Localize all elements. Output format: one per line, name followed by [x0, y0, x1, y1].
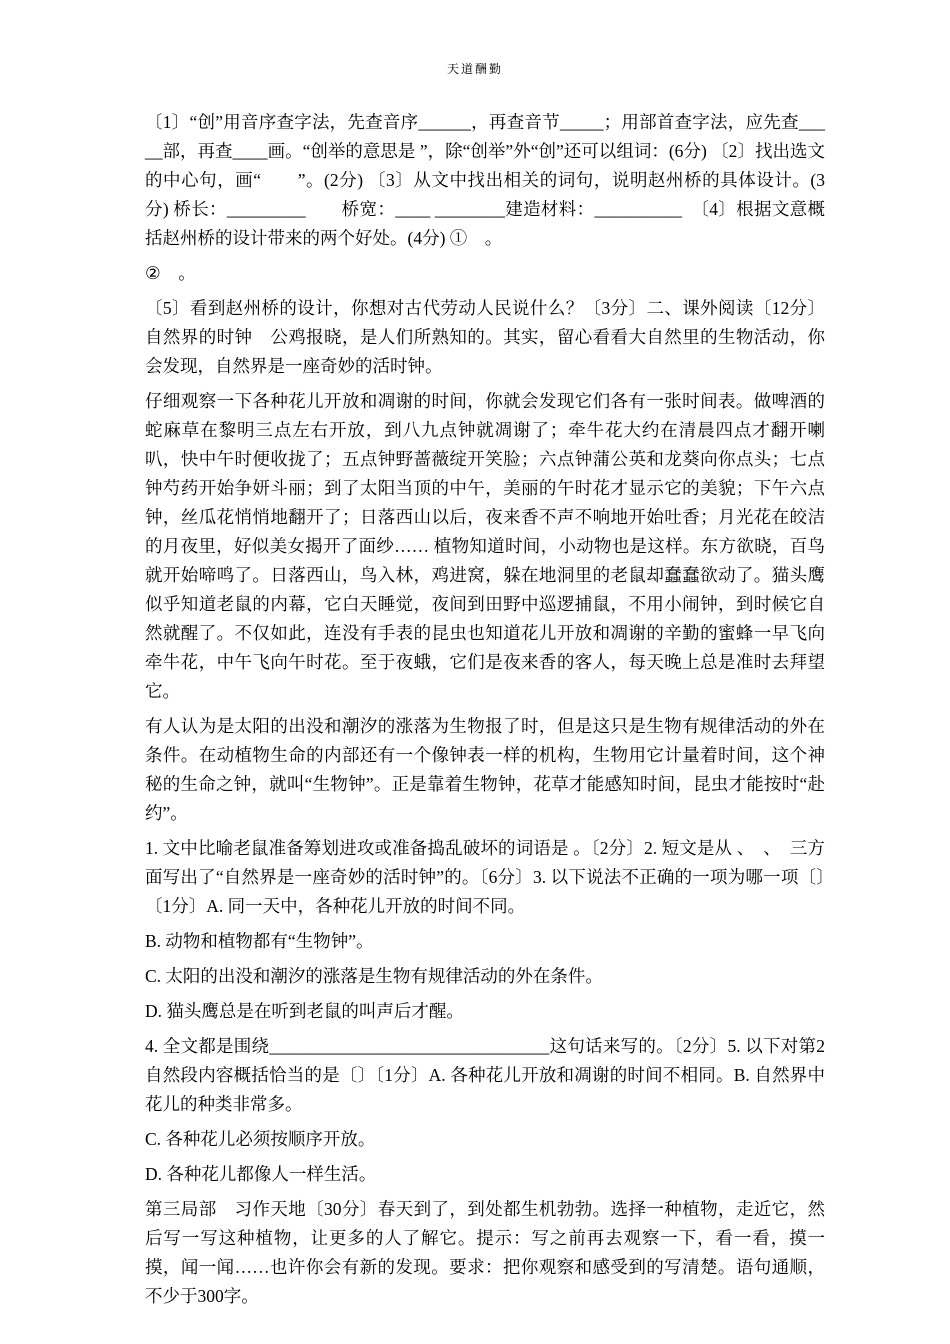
- paragraph-option-3c: C. 太阳的出没和潮汐的涨落是生物有规律活动的外在条件。: [145, 966, 603, 986]
- page-header-watermark: 天道酬勤: [446, 62, 503, 76]
- paragraph-option-5d: D. 各种花儿都像人一样生活。: [145, 1164, 377, 1184]
- paragraph-writing-task: 第三局部 习作天地〔30分〕春天到了，到处都生机勃勃。选择一种植物，走近它，然后写一写这种植物，让更多的人了解它。提示：写之前再去观察一下，看一看，摸一摸，闻一闻……也许你会有新的发现。要求：把你观察和感受到的写清楚。语句通顺，不少于300字。: [145, 1199, 825, 1306]
- paragraph-reading-passage-flowers: 仔细观察一下各种花儿开放和凋谢的时间，你就会发现它们各有一张时间表。做啤酒的蛇麻草在黎明三点左右开放，到八九点钟就凋谢了；牵牛花大约在清晨四点才翻开喇叭，快中午时便收拢了；五点钟野蔷薇绽开笑脸；六点钟蒲公英和龙葵向你点头；七点钟芍药开始争妍斗丽；到了太阳当顶的中午，美丽的午时花才显示它的美貌；下午六点钟，丝瓜花悄悄地翻开了；日落西山以后，夜来香不声不响地开始吐香；月光花在皎洁的月夜里，好似美女揭开了面纱…… 植物知道时间，小动物也是这样。东方欲晓，百鸟就开始啼鸣了。日落西山，鸟入林，鸡进窝，躲在地洞里的老鼠却蠢蠢欲动了。猫头鹰似乎知道老鼠的内幕，它白天睡觉，夜间到田野中巡逻捕鼠，不用小闹钟，到时候它自然就醒了。不仅如此，连没有手表的昆虫也知道花儿开放和凋谢的辛勤的蜜蜂一早飞向牵牛花，中午飞向午时花。至于夜蛾，它们是夜来香的客人，每天晚上总是准时去拜望它。: [145, 391, 825, 701]
- paragraph-blank-2: ② 。: [145, 263, 196, 283]
- paragraph-option-3b: B. 动物和植物都有“生物钟”。: [145, 931, 374, 951]
- paragraph-option-5c: C. 各种花儿必须按顺序开放。: [145, 1129, 376, 1149]
- paragraph-question-5-intro: 〔5〕看到赵州桥的设计，你想对古代劳动人民说什么？〔3分〕二、课外阅读〔12分〕自然界的时钟 公鸡报晓，是人们所熟知的。其实，留心看看大自然里的生物活动，你会发现，自然界是一座奇妙的活时钟。: [145, 298, 825, 376]
- paragraph-reading-passage-bioclock: 有人认为是太阳的出没和潮汐的涨落为生物报了时，但是这只是生物有规律活动的外在条件。在动植物生命的内部还有一个像钟表一样的机构，生物用它计量着时间，这个神秘的生命之钟，就叫“生物钟”。正是靠着生物钟，花草才能感知时间，昆虫才能按时“赴约”。: [145, 716, 825, 823]
- paragraph-questions-4-5: 4. 全文都是围绕________________________________这句话来写的。〔2分〕5. 以下对第2自然段内容概括恰当的是〔〕〔1分〕A. 各种花儿开放和凋谢的时间不相同。B. 自然界中花儿的种类非常多。: [145, 1036, 825, 1114]
- paragraph-option-3d: D. 猫头鹰总是在听到老鼠的叫声后才醒。: [145, 1001, 464, 1021]
- paragraph-reading-questions-1-3: 1. 文中比喻老鼠准备筹划进攻或准备捣乱破坏的词语是 。〔2分〕2. 短文是从 、 、 三方面写出了“自然界是一座奇妙的活时钟”的。〔6分〕3. 以下说法不正确的一项为哪一项〔〕〔1分〕A. 同一天中，各种花儿开放的时间不同。: [145, 838, 825, 916]
- paragraph-question-1: 〔1〕“创”用音序查字法，先查音序______，再查音节_____；用部首查字法，应先查_____部，再查____画。“创举的意思是 ”，除“创举”外“创”还可以组词：(6分) 〔2〕找出选文的中心句，画“ ”。(2分) 〔3〕从文中找出相关的词句，说明赵州桥的具体设计。(3分) 桥长：_________ 桥宽：____ ________建造材料：__________ 〔4〕根据文意概括赵州桥的设计带来的两个好处。(4分) ① 。: [145, 112, 825, 248]
- document-body: [145, 108, 825, 1317]
